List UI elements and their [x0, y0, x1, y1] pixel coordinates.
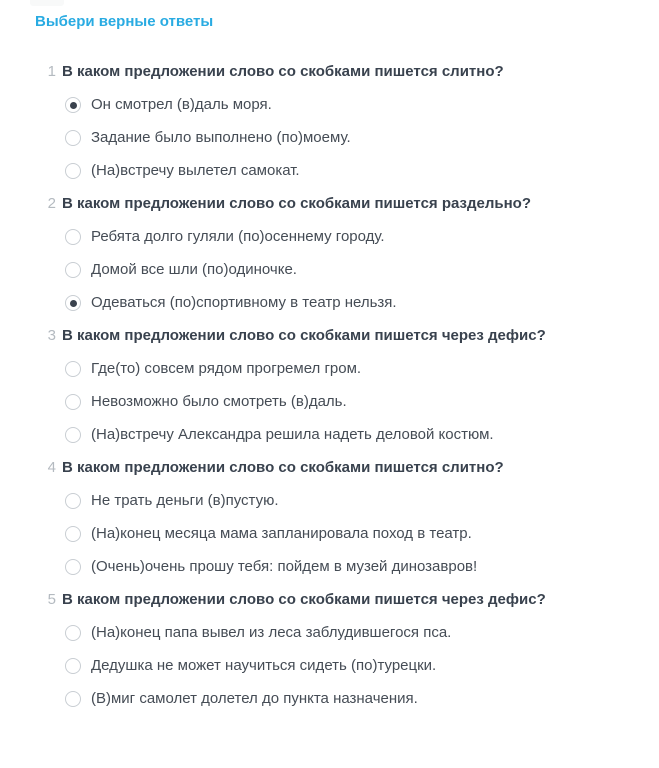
radio-button-icon[interactable]	[65, 526, 81, 542]
question-block	[35, 590, 659, 709]
answer-option[interactable]	[65, 359, 659, 379]
radio-button-icon[interactable]	[65, 691, 81, 707]
answer-option[interactable]	[65, 392, 659, 412]
answer-option-label: Невозможно было смотреть (в)даль.	[91, 393, 347, 410]
radio-button-icon[interactable]	[65, 394, 81, 410]
question-block	[35, 62, 659, 181]
answer-option[interactable]	[65, 557, 659, 577]
radio-button-icon[interactable]	[65, 493, 81, 509]
answer-option[interactable]	[65, 689, 659, 709]
radio-button-icon[interactable]	[65, 130, 81, 146]
radio-button-icon[interactable]	[65, 361, 81, 377]
radio-button-icon[interactable]	[65, 229, 81, 245]
question-block	[35, 194, 659, 313]
question-text: В каком предложении слово со скобками пишется через дефис?	[62, 327, 546, 344]
question-text: В каком предложении слово со скобками пишется раздельно?	[62, 195, 531, 212]
answer-option-label: Где(то) совсем рядом прогремел гром.	[91, 360, 362, 377]
question-block	[35, 458, 659, 577]
answer-option-label: Задание было выполнено (по)моему.	[91, 129, 351, 146]
answer-option-label: Одеваться (по)спортивному в театр нельзя.	[91, 294, 397, 311]
question-block	[35, 326, 659, 445]
question-number: 3	[47, 327, 56, 344]
page-title: Выбери верные ответы	[35, 13, 214, 30]
answer-option-label: (На)конец папа вывел из леса заблудившегося пса.	[91, 624, 452, 641]
answer-option[interactable]	[65, 656, 659, 676]
radio-button-icon[interactable]	[65, 163, 81, 179]
radio-button-icon[interactable]	[65, 262, 81, 278]
question-text: В каком предложении слово со скобками пишется слитно?	[62, 63, 504, 80]
question-header	[35, 590, 659, 610]
answer-option[interactable]	[65, 95, 659, 115]
answer-option-label: (На)встречу Александра решила надеть деловой костюм.	[91, 426, 494, 443]
question-header	[35, 62, 659, 82]
radio-dot	[70, 300, 77, 307]
answer-option-label: Дедушка не может научиться сидеть (по)турецки.	[91, 657, 437, 674]
question-header	[35, 194, 659, 214]
answer-option[interactable]	[65, 227, 659, 247]
question-number: 5	[47, 591, 56, 608]
radio-button-icon[interactable]	[65, 427, 81, 443]
radio-button-icon[interactable]	[65, 625, 81, 641]
answer-option[interactable]	[65, 293, 659, 313]
radio-button-icon[interactable]	[65, 295, 81, 311]
question-header	[35, 326, 659, 346]
question-header	[35, 458, 659, 478]
answer-option-label: Ребята долго гуляли (по)осеннему городу.	[91, 228, 385, 245]
radio-button-icon[interactable]	[65, 658, 81, 674]
answer-option[interactable]	[65, 161, 659, 181]
answer-option[interactable]	[65, 623, 659, 643]
answer-option[interactable]	[65, 260, 659, 280]
radio-dot	[70, 102, 77, 109]
answer-option[interactable]	[65, 524, 659, 544]
question-text: В каком предложении слово со скобками пишется через дефис?	[62, 591, 546, 608]
answer-option-label: (Очень)очень прошу тебя: пойдем в музей динозавров!	[91, 558, 478, 575]
question-number: 1	[47, 63, 56, 80]
answer-option-label: (На)конец месяца мама запланировала поход в театр.	[91, 525, 472, 542]
question-text: В каком предложении слово со скобками пишется слитно?	[62, 459, 504, 476]
question-list	[35, 62, 659, 709]
radio-button-icon[interactable]	[65, 559, 81, 575]
question-number: 4	[47, 459, 56, 476]
answer-option[interactable]	[65, 425, 659, 445]
answer-option-label: (В)миг самолет долетел до пункта назначения.	[91, 690, 418, 707]
radio-button-icon[interactable]	[65, 97, 81, 113]
answer-option-label: (На)встречу вылетел самокат.	[91, 162, 300, 179]
top-edge-artifact	[30, 0, 64, 6]
answer-option-label: Домой все шли (по)одиночке.	[91, 261, 297, 278]
answer-option-label: Не трать деньги (в)пустую.	[91, 492, 279, 509]
answer-option[interactable]	[65, 491, 659, 511]
question-number: 2	[47, 195, 56, 212]
answer-option[interactable]	[65, 128, 659, 148]
answer-option-label: Он смотрел (в)даль моря.	[91, 96, 272, 113]
